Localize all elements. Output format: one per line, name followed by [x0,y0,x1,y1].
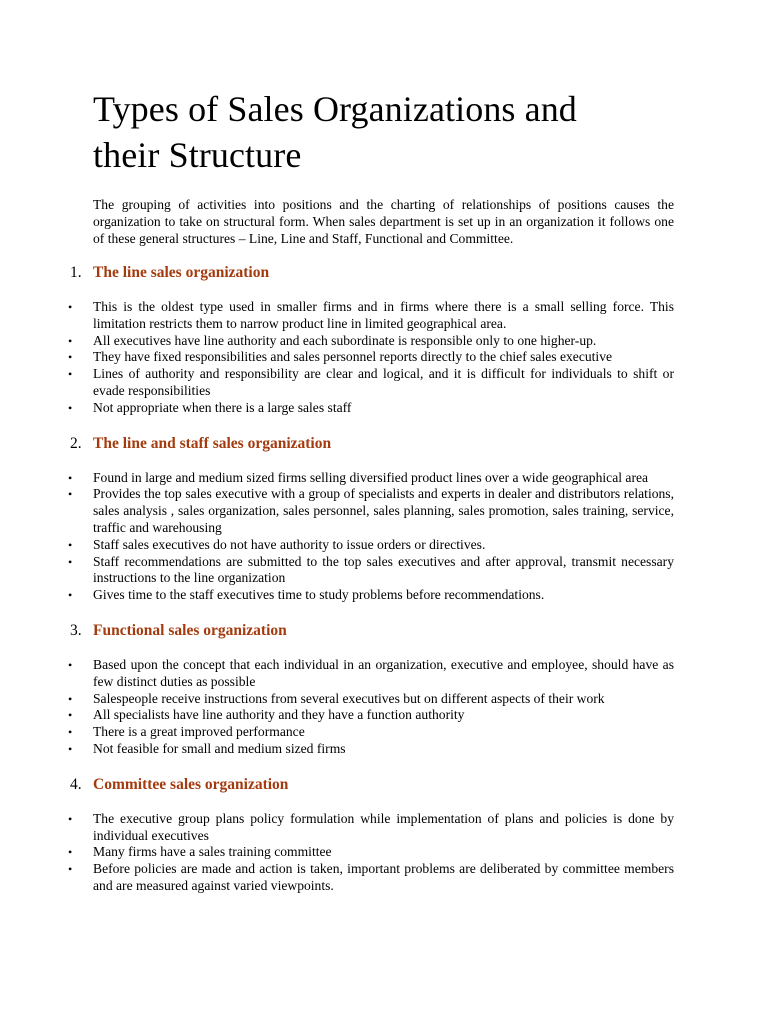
bullet-icon: • [68,691,73,706]
section-2 [68,434,674,604]
section-title: Functional sales organization [93,621,287,639]
section-1 [68,263,674,417]
list-item [68,724,674,741]
bullet-icon: • [68,400,73,415]
list-item [68,553,674,588]
section-4 [68,775,674,895]
list-item-text: Lines of authority and responsibility are clear and logical, and it is difficult for individuals to shift or evade responsibilities [93,366,674,398]
list-item-text: Not feasible for small and medium sized firms [93,740,346,756]
list-item [68,690,674,708]
list-item [68,587,674,604]
list-item-text: Many firms have a sales training committee [93,844,332,860]
section-3 [68,621,674,758]
list-item [68,707,674,724]
list-item [68,810,674,845]
bullet-list [68,299,674,417]
section-title: The line and staff sales organization [93,434,332,452]
list-item-text: Based upon the concept that each individual in an organization, executive and employee, should have as few distinct duties as possible [93,656,674,689]
section-heading [70,621,674,641]
bullet-icon: • [68,708,73,723]
bullet-list [68,656,674,758]
section-title: Committee sales organization [93,775,289,793]
bullet-icon: • [68,487,73,502]
bullet-icon: • [68,725,73,740]
page-title-line-1: Types of Sales Organizations and [93,89,577,129]
bullet-icon: • [68,333,73,348]
list-item [68,861,674,895]
bullet-icon: • [68,367,73,382]
list-item [68,536,674,554]
bullet-icon: • [68,300,73,314]
list-item-text: Provides the top sales executive with a group of specialists and experts in dealer and distributors relations, sales analysis , sales organization, sales personnel, sales planning, sales promotion, sales training, service, traffic and warehousing [93,486,674,535]
bullet-icon: • [68,588,73,603]
list-item-text: Not appropriate when there is a large sales staff [93,399,352,415]
list-item [68,332,674,350]
page-title-line-2: their Structure [93,135,302,175]
list-item-text: They have fixed responsibilities and sales personnel reports directly to the chief sales executive [93,349,613,365]
list-item-text: There is a great improved performance [93,724,305,740]
bullet-list [68,469,674,604]
section-number: 4. [70,775,82,793]
section-number: 3. [70,621,82,639]
bullet-icon: • [68,845,73,860]
list-item-text: Found in large and medium sized firms selling diversified product lines over a wide geographical area [93,469,649,485]
list-item-text: The executive group plans policy formulation while implementation of plans and policies is done by individual executives [93,810,674,843]
list-item-text: Before policies are made and action is taken, important problems are deliberated by committee members and are measured against varied viewpoints. [93,861,674,893]
bullet-icon: • [68,470,73,485]
section-heading [70,775,674,795]
list-item-text: Gives time to the staff executives time to study problems before recommendations. [93,587,545,603]
list-item [68,656,674,691]
section-heading [70,263,674,283]
page-title [93,86,674,178]
list-item [68,469,674,487]
list-item-text: Staff sales executives do not have authority to issue orders or directives. [93,536,486,552]
list-item-text: Salespeople receive instructions from several executives but on different aspects of their work [93,690,605,706]
bullet-icon: • [68,811,73,826]
list-item-text: This is the oldest type used in smaller firms and in firms where there is a small selling force. This limitation restricts them to narrow product line in limited geographical area. [93,299,674,331]
bullet-list [68,810,674,895]
bullet-icon: • [68,862,73,877]
list-item [68,844,674,861]
section-title: The line sales organization [93,264,270,281]
list-item [68,366,674,400]
list-item-text: All specialists have line authority and they have a function authority [93,707,465,723]
list-item [68,740,674,758]
bullet-icon: • [68,741,73,756]
bullet-icon: • [68,350,73,365]
sections-container [68,263,674,895]
section-heading [70,434,674,454]
bullet-icon: • [68,537,73,552]
bullet-icon: • [68,657,73,672]
intro-paragraph: The grouping of activities into positions and the charting of relationships of positions causes the organization to take on structural form. When sales department is set up in an organization it follows one of these general structures – Line, Line and Staff, Functional and Committee. [93,197,674,246]
list-item [68,299,674,333]
bullet-icon: • [68,554,73,569]
list-item-text: All executives have line authority and each subordinate is responsible only to one higher-up. [93,332,597,348]
list-item-text: Staff recommendations are submitted to the top sales executives and after approval, transmit necessary instructions to the line organization [93,553,674,586]
list-item [68,349,674,366]
section-number: 2. [70,434,82,452]
section-number: 1. [70,264,82,281]
list-item [68,486,674,536]
list-item [68,399,674,417]
